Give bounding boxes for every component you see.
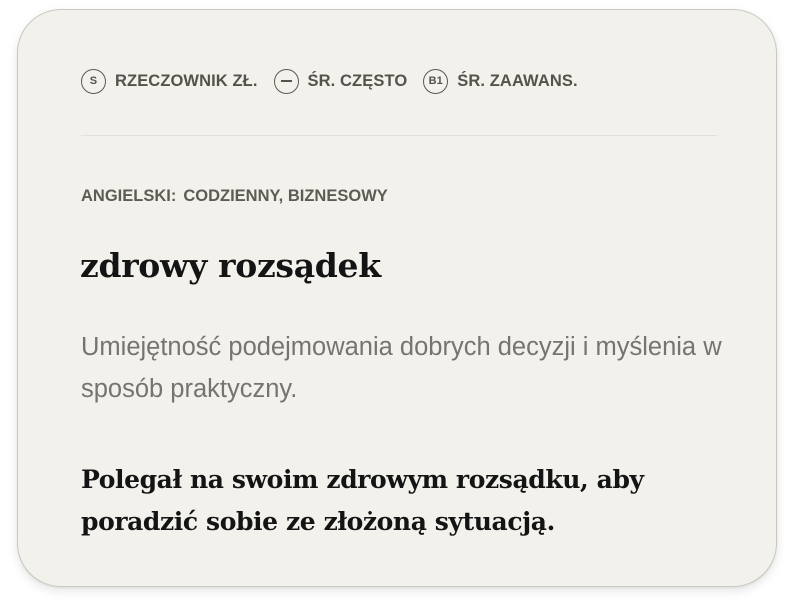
part-of-speech — [81, 69, 258, 94]
headword: zdrowy rozsądek — [80, 246, 381, 285]
definition: Umiejętność podejmowania dobrych decyzji i myślenia w sposób praktyczny. — [81, 333, 722, 403]
level-label: ŚR. ZAAWANS. — [457, 71, 578, 90]
language-registers: CODZIENNY, BIZNESOWY — [183, 187, 388, 205]
divider — [81, 135, 717, 136]
frequency-dash-icon — [274, 69, 299, 94]
language-row — [81, 187, 388, 206]
frequency — [274, 69, 408, 94]
language-label: ANGIELSKI: — [81, 187, 177, 205]
dictionary-card — [17, 9, 777, 587]
level — [423, 69, 577, 94]
level-badge-icon: B1 — [423, 69, 448, 94]
part-of-speech-badge-icon: S — [81, 69, 106, 94]
part-of-speech-label: RZECZOWNIK ZŁ. — [115, 71, 258, 90]
frequency-label: ŚR. CZĘSTO — [307, 71, 408, 90]
word-metadata-row — [81, 68, 594, 94]
example-sentence: Polegał na swoim zdrowym rozsądku, aby poradzić sobie ze złożoną sytuacją. — [81, 465, 644, 536]
